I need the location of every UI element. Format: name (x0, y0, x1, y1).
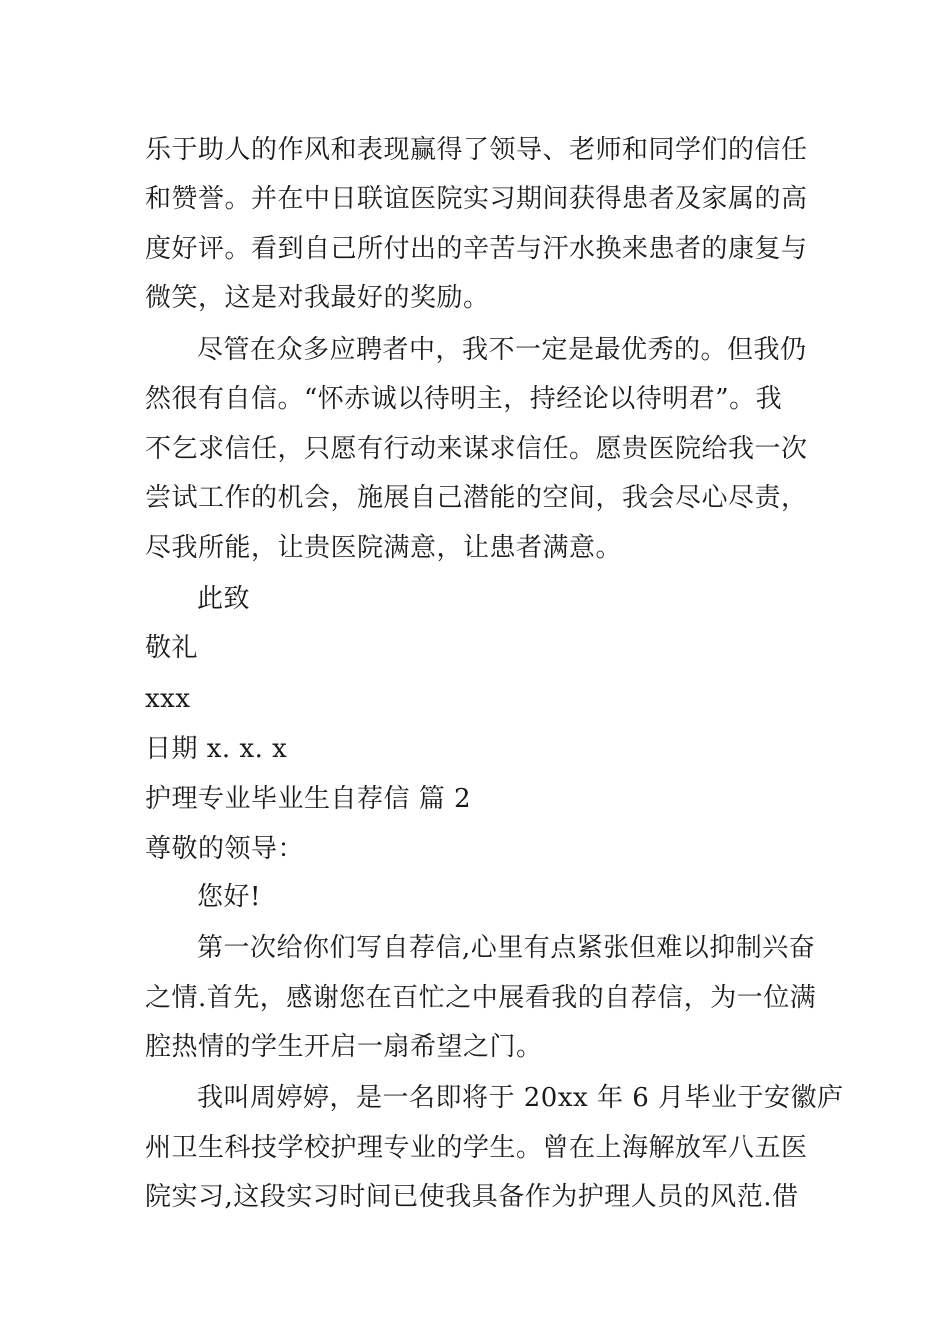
paragraph-2-line-3: 不乞求信任，只愿有行动来谋求信任。愿贵医院给我一次 (145, 434, 808, 464)
paragraph-2-line-2: 然很有自信。“怀赤诚以待明主，持经论以待明君”。我 (145, 384, 783, 414)
paragraph-1-line-1: 乐于助人的作风和表现赢得了领导、老师和同学们的信任 (145, 135, 808, 165)
paragraph-4-line-3: 院实习,这段实习时间已使我具备作为护理人员的风范.借 (145, 1182, 799, 1212)
signature-text: xxx (145, 684, 191, 714)
paragraph-1-line-3: 度好评。看到自己所付出的辛苦与汗水换来患者的康复与 (145, 234, 808, 264)
date-text: 日期 x. x. x (145, 734, 288, 764)
salute-text: 敬礼 (145, 633, 199, 663)
paragraph-2-line-1: 尽管在众多应聘者中，我不一定是最优秀的。但我仍 (197, 335, 807, 365)
closing-text: 此致 (197, 584, 251, 614)
paragraph-2-line-5: 尽我所能，让贵医院满意，让患者满意。 (145, 533, 623, 563)
paragraph-4-line-1: 我叫周婷婷，是一名即将于 20xx 年 6 月毕业于安徽庐 (197, 1083, 844, 1113)
paragraph-2-line-4: 尝试工作的机会，施展自己潜能的空间，我会尽心尽责， (145, 483, 808, 513)
greeting-text: 尊敬的领导： (145, 834, 305, 864)
section-title: 护理专业毕业生自荐信 篇 2 (145, 784, 472, 814)
paragraph-1-line-2: 和赞誉。并在中日联谊医院实习期间获得患者及家属的高 (145, 184, 808, 214)
paragraph-3-line-1: 第一次给你们写自荐信,心里有点紧张但难以抑制兴奋 (197, 933, 816, 963)
hello-text: 您好! (197, 882, 261, 912)
paragraph-3-line-2: 之情.首先，感谢您在百忙之中展看我的自荐信，为一位满 (145, 983, 817, 1013)
paragraph-3-line-3: 腔热情的学生开启一扇希望之门。 (145, 1032, 543, 1062)
paragraph-4-line-2: 州卫生科技学校护理专业的学生。曾在上海解放军八五医 (145, 1133, 808, 1163)
paragraph-1-line-4: 微笑，这是对我最好的奖励。 (145, 283, 490, 313)
